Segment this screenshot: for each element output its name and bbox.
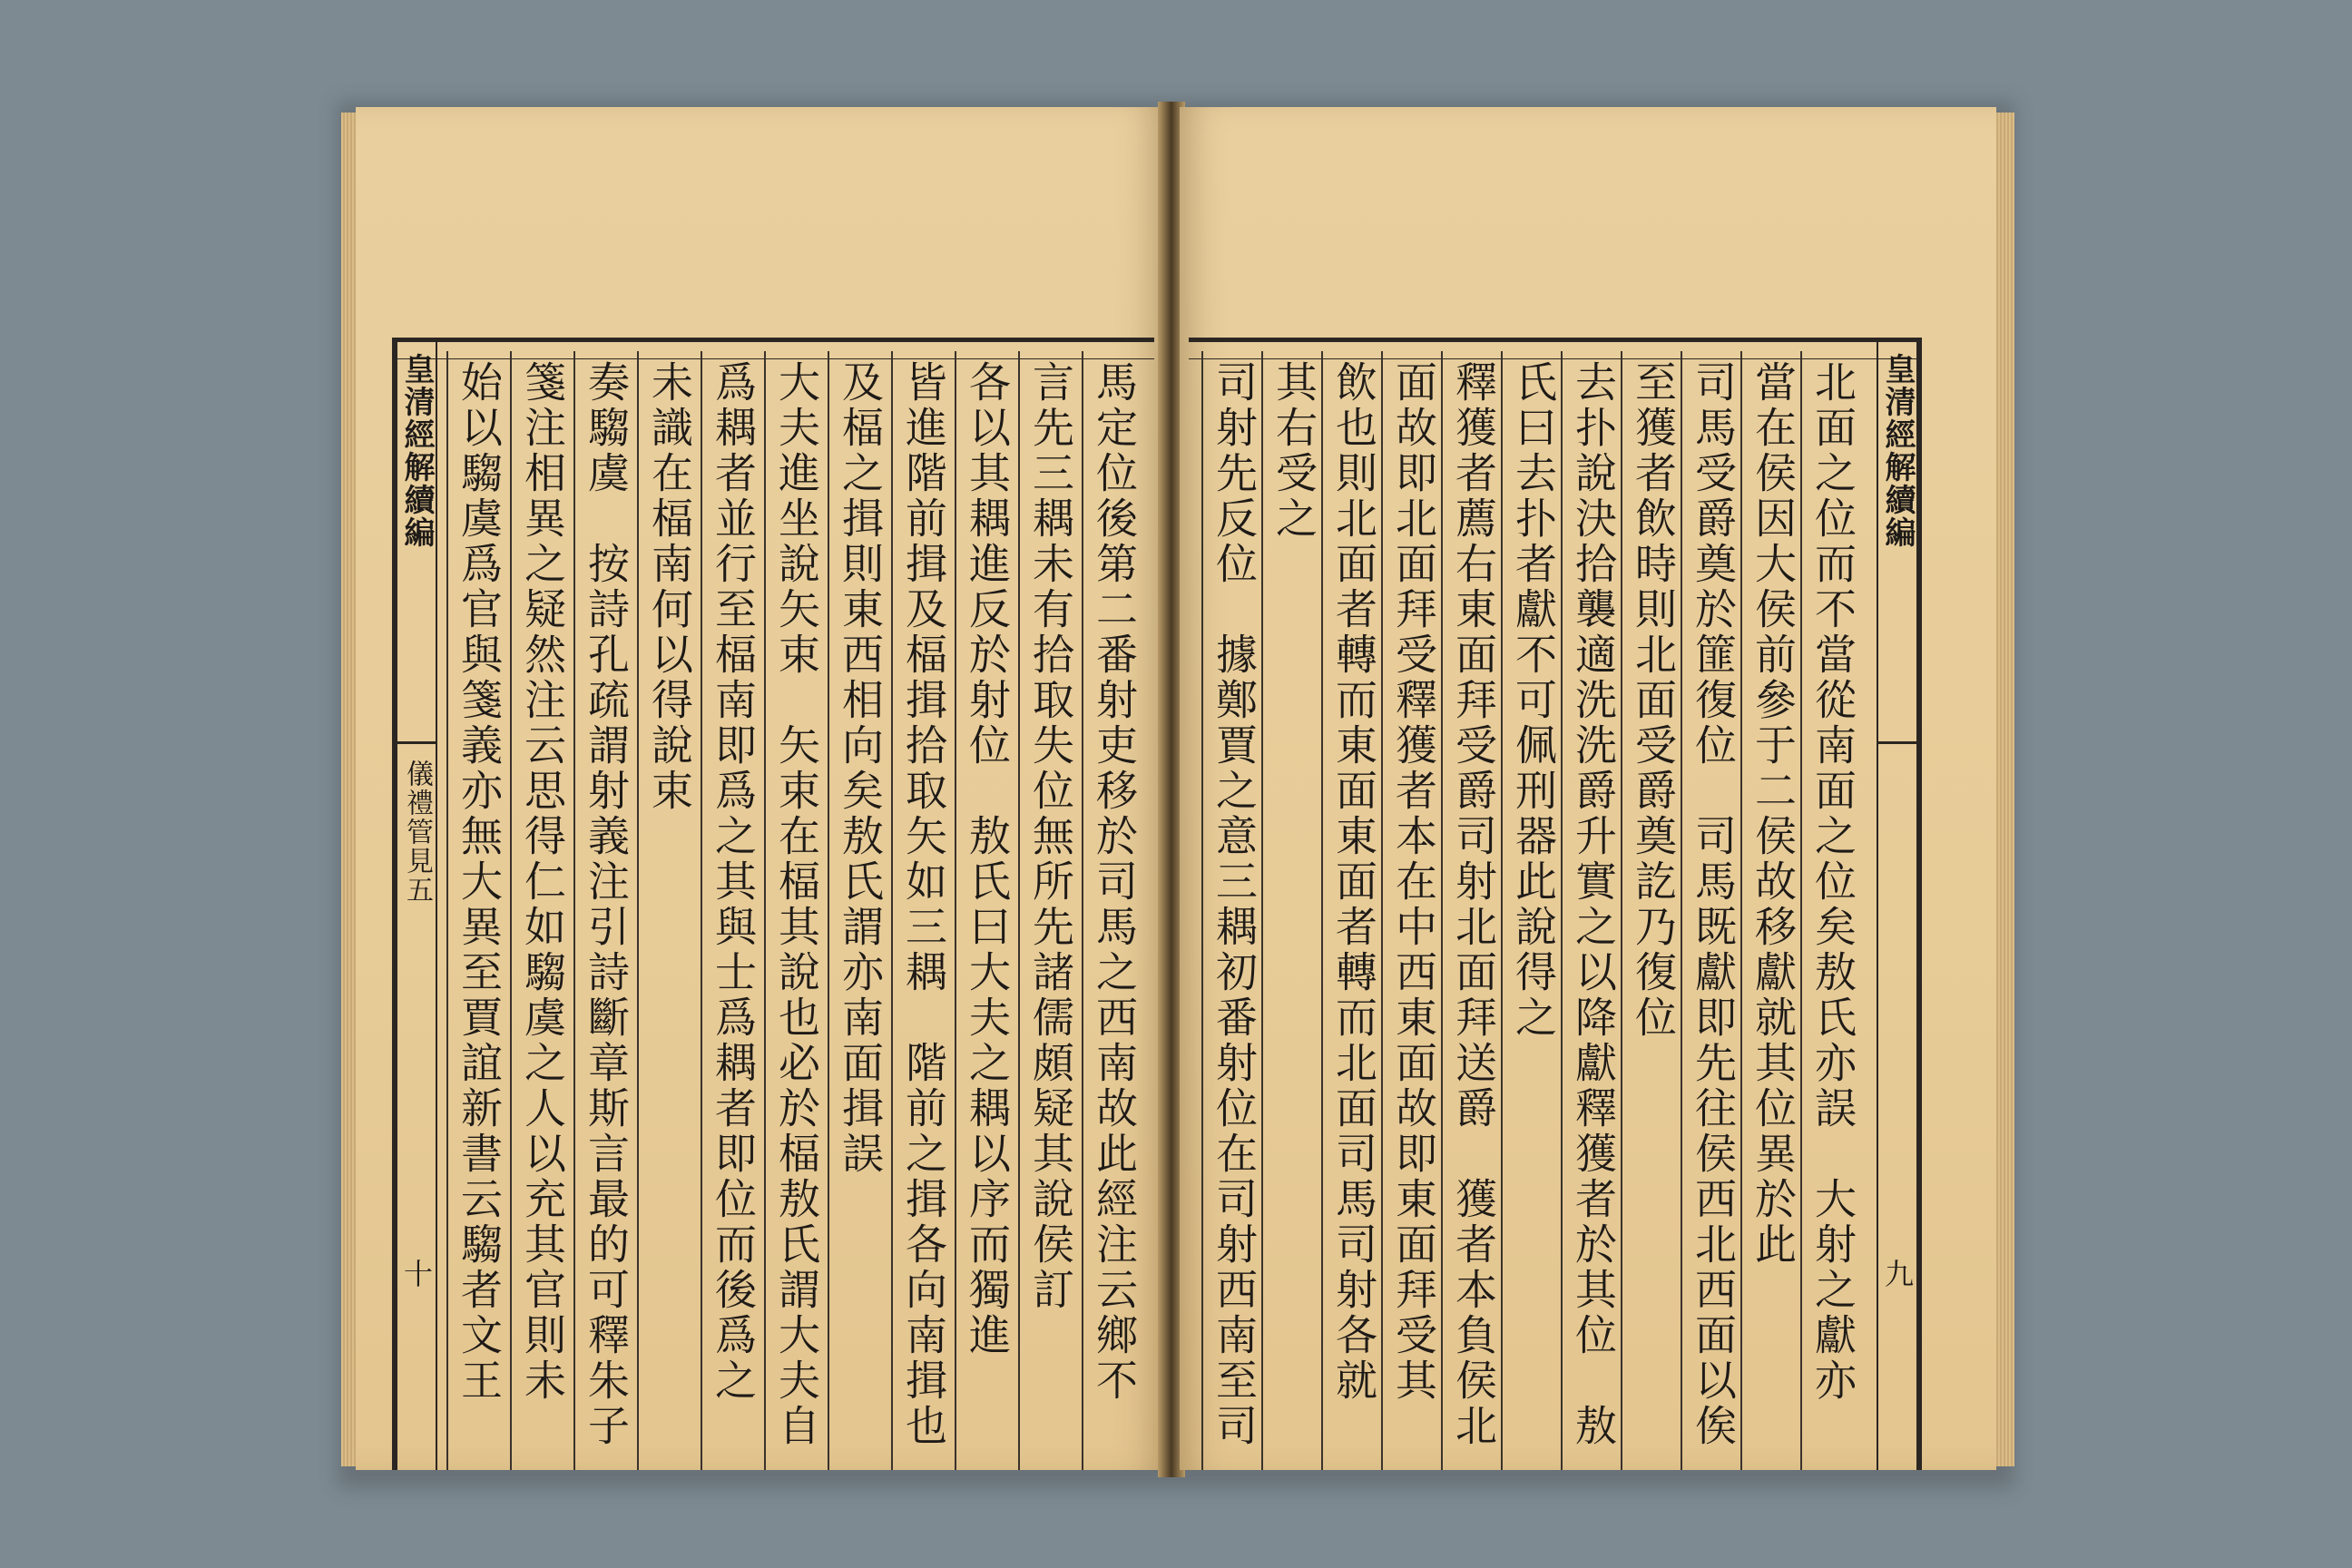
right-column-divider [1321, 351, 1323, 1470]
left-text-column: 箋注相異之疑然注云思得仁如騶虞之人以充其官則未 [518, 360, 567, 1404]
left-column-divider [891, 351, 893, 1470]
right-text-column: 至獲者飲時則北面受爵奠訖乃復位 [1629, 360, 1678, 1041]
right-column-divider [1261, 351, 1263, 1470]
left-text-column: 及楅之揖則東西相向矣敖氏謂亦南面揖誤 [836, 360, 885, 1177]
right-column-divider [1800, 351, 1802, 1470]
left-text-column: 馬定位後第二番射吏移於司馬之西南故此經注云鄉不 [1090, 360, 1139, 1404]
right-text-column: 北面之位而不當從南面之位矣敖氏亦誤 大射之獻亦 [1808, 360, 1857, 1404]
right-column-divider [1561, 351, 1563, 1470]
left-column-divider [1018, 351, 1020, 1470]
left-fishtail [397, 741, 436, 744]
right-text-column: 當在侯因大侯前參于二侯故移獻就其位異於此 [1749, 360, 1798, 1268]
left-column-divider [828, 351, 829, 1470]
right-text-column: 氏曰去扑者獻不可佩刑器此說得之 [1509, 360, 1558, 1041]
left-text-column: 皆進階前揖及楅揖拾取矢如三耦 階前之揖各向南揖也 [899, 360, 948, 1449]
right-page [1180, 107, 1996, 1470]
right-column-divider [1441, 351, 1443, 1470]
left-text-column: 爲耦者並行至楅南即爲之其與士爲耦者即位而後爲之 [709, 360, 758, 1404]
left-column-divider [764, 351, 766, 1470]
right-column-divider [1501, 351, 1503, 1470]
left-text-column: 大夫進坐說矢束 矢束在楅其說也必於楅敖氏謂大夫自 [772, 360, 821, 1449]
right-text-frame [1189, 338, 1922, 1470]
right-text-column: 司馬受爵奠於篚復位 司馬既獻即先往侯西北西面以俟 [1689, 360, 1738, 1449]
left-text-column: 各以其耦進反於射位 敖氏曰大夫之耦以序而獨進 [963, 360, 1012, 1358]
right-text-column: 飲也則北面者轉而東面東面者轉而北面司馬司射各就 [1329, 360, 1378, 1404]
left-banxin-section: 儀禮管見五 [401, 760, 433, 905]
left-column-divider [955, 351, 956, 1470]
left-column-divider [573, 351, 575, 1470]
right-column-divider [1201, 351, 1203, 1470]
left-text-column: 奏騶虞 按詩孔疏謂射義注引詩斷章斯言最的可釋朱子 [582, 360, 631, 1449]
left-page [356, 107, 1163, 1470]
right-text-column: 釋獲者薦右東面拜受爵司射北面拜送爵 獲者本負侯北 [1449, 360, 1498, 1449]
right-banxin [1877, 342, 1918, 1470]
right-fishtail [1878, 741, 1916, 744]
left-column-divider [637, 351, 639, 1470]
right-text-column: 面故即北面拜受釋獲者本在中西東面故即東面拜受其 [1389, 360, 1438, 1404]
right-text-column: 司射先反位 據鄭賈之意三耦初番射位在司射西南至司 [1210, 360, 1259, 1449]
left-column-divider [446, 351, 448, 1470]
left-banxin-title: 皇清經解續編 [398, 353, 435, 549]
left-text-frame [392, 338, 1154, 1470]
right-banxin-title: 皇清經解續編 [1879, 353, 1916, 549]
left-text-column: 未識在楅南何以得說束 [645, 360, 694, 814]
right-column-divider [1621, 351, 1622, 1470]
right-column-divider [1381, 351, 1383, 1470]
right-banxin-folio: 九 [1880, 1259, 1915, 1288]
left-text-column: 言先三耦未有拾取失位無所先諸儒頗疑其說侯訂 [1026, 360, 1075, 1313]
page-edges-right [1994, 113, 2014, 1466]
left-column-divider [510, 351, 512, 1470]
right-inner-rule-top [1189, 358, 1918, 359]
right-text-column: 去扑說決拾襲適洗洗爵升實之以降獻釋獲者於其位 敖 [1569, 360, 1618, 1449]
left-banxin [396, 342, 437, 1470]
right-column-divider [1681, 351, 1682, 1470]
left-column-divider [1082, 351, 1083, 1470]
right-text-column: 其右受之 [1269, 360, 1318, 542]
right-column-divider [1740, 351, 1742, 1470]
left-text-column: 始以騶虞爲官與箋義亦無大異至賈誼新書云騶者文王 [455, 360, 504, 1404]
left-column-divider [701, 351, 702, 1470]
left-banxin-folio: 十 [399, 1259, 434, 1288]
